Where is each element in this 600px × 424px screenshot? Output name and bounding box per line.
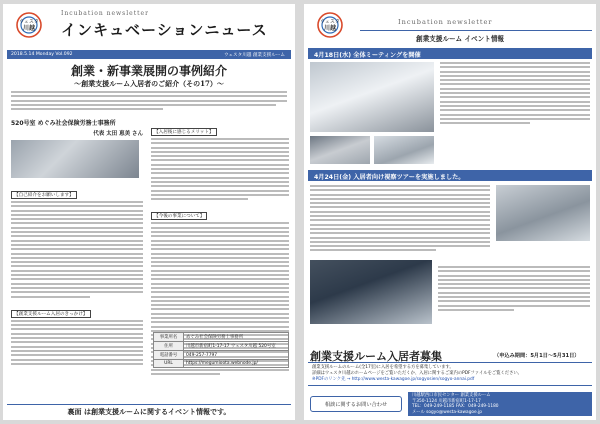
westa-kawagoe-logo (310, 10, 350, 44)
table-row: 事業所名 めぐみ社会保険労務士事務所 (154, 333, 289, 342)
tour-group-photo (496, 185, 590, 241)
self-intro-heading: 【自己紹介をお願いします】 (11, 191, 77, 199)
contact-line: 川越駅西口市民センター 創業支援ルーム (412, 393, 491, 398)
section-heading-tour: 4月24日(金) 入居者向け視察ツアーを実施しました。 (308, 170, 592, 181)
event-info-title: 創業支援ルーム イベント情報 (416, 35, 505, 43)
intro-text-block (11, 91, 287, 112)
table-row: 電話番号 049-257-7797 (154, 351, 289, 360)
recruit-pdf-link[interactable]: ※PDFのリンク先 → http://www.westa-kawagoe.jp/sogyosien/sogyo-annai.pdf (312, 377, 475, 382)
profile-column (11, 118, 143, 367)
newsletter-label: Incubation newsletter (61, 10, 149, 17)
section-heading-meeting: 4月18日(水) 全体ミーティングを開催 (308, 48, 592, 59)
seminar-photo (310, 260, 432, 324)
issue-publisher: ウェスタ川越 創業支援ルーム (224, 52, 285, 58)
feature-headline: 創業・新事業展開の事例紹介 (70, 64, 227, 78)
logo-line1: ウェスタ (19, 19, 39, 25)
recruitment-title: 創業支援ルーム入居者募集 (310, 350, 442, 363)
meeting-photo-3 (374, 136, 434, 164)
meeting-photo-2 (310, 136, 370, 164)
logo-line2: 川越 (22, 25, 36, 32)
newsletter-title: インキュベーションニュース (61, 21, 268, 39)
recruit-line: 詳細はウェスタ川越のホームページをご覧いただくか、入居に関するご案内のPDFファイルをご覧ください。 (312, 371, 522, 376)
logo-line2: 川越 (323, 25, 337, 32)
westa-kawagoe-logo (9, 10, 49, 44)
office-name: 520号室 めぐみ社会保険労務士事務所 (11, 120, 116, 127)
profile-photo (11, 140, 139, 178)
move-in-reason-heading: 【創業支援ルーム入居のきっかけ】 (11, 310, 91, 318)
merits-heading: 【入居後に感じるメリット】 (151, 128, 217, 136)
newsletter-back-page (304, 4, 596, 420)
newsletter-front-page (3, 4, 295, 420)
feature-subhead: ～創業支援ルーム入居者のご紹介（その17）～ (74, 79, 224, 88)
newsletter-label: Incubation newsletter (398, 18, 493, 26)
back-page-note: 裏面 は創業支援ルームに関するイベント情報です。 (7, 404, 291, 416)
recruitment-period: （申込み期間：5月1日～5月31日） (494, 353, 580, 359)
table-row: URL https://megumioota.webnode.jp/ (154, 360, 289, 368)
issue-bar (7, 50, 291, 59)
meeting-photo (310, 62, 434, 132)
office-url-link[interactable]: https://megumioota.webnode.jp/ (184, 360, 289, 368)
representative-name: 代表 太田 恵美 さん (93, 131, 143, 137)
contact-line: 〒350-1124 川越市新宿町1-17-17 (412, 398, 481, 404)
meeting-text (440, 62, 590, 126)
contact-email-link[interactable]: メール sogyo@westa-kawagoe.jp (412, 409, 482, 415)
tour-text (310, 185, 490, 254)
tour-text-2 (438, 266, 590, 313)
office-info-table (153, 332, 289, 368)
recruit-line: 創業支援ルームのルーム(全17室)に入居を希望する方を募集しています。 (312, 365, 454, 370)
recruitment-details (308, 362, 592, 386)
contact-button[interactable]: 相談に関するお問い合わせ (310, 396, 402, 412)
future-plans-heading: 【今後の事業について】 (151, 212, 207, 220)
issue-date: 2018.5.14 Monday Vol.092 (11, 51, 73, 57)
contact-line: TEL：049-249-1185 FAX：049-249-1180 (412, 404, 499, 410)
header-rule (360, 30, 592, 31)
table-row: 住所 川越市新宿町1-17-17 ウェスタ川越 520号室 (154, 342, 289, 351)
contact-info (408, 392, 592, 416)
logo-line1: ウェスタ (320, 19, 340, 25)
